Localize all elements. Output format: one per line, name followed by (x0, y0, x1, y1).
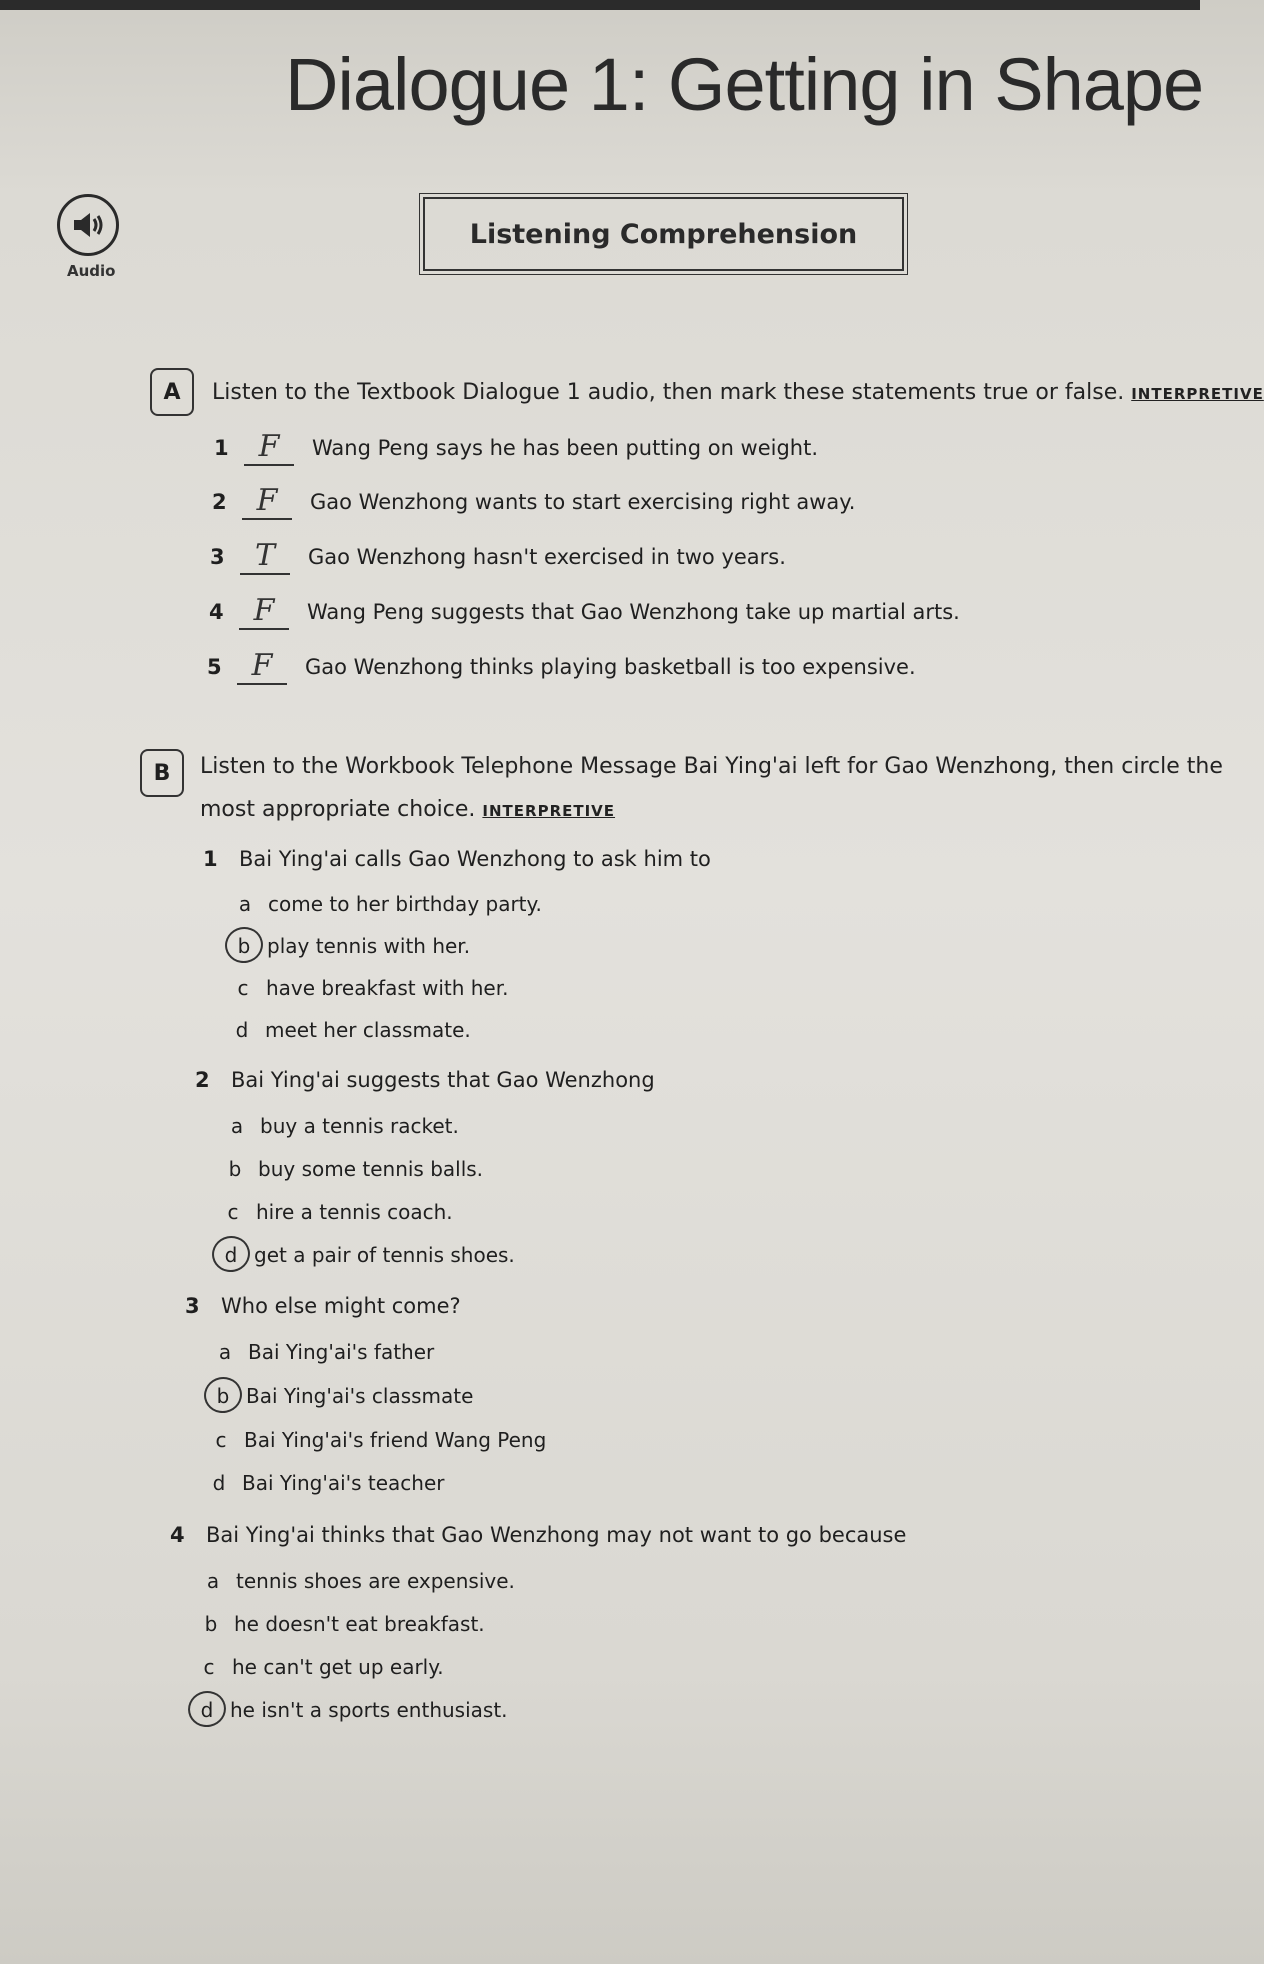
option-text: he can't get up early. (232, 1655, 444, 1679)
option-text: hire a tennis coach. (256, 1200, 453, 1224)
tf-item-3 (210, 537, 786, 577)
option-1c[interactable] (228, 970, 508, 1006)
tf-item-1 (214, 428, 818, 468)
option-4c[interactable] (194, 1649, 444, 1685)
section-b-instruction-line1: Listen to the Workbook Telephone Message Bai Ying'ai left for Gao Wenzhong, then circle the (200, 754, 1223, 779)
option-1a[interactable] (230, 886, 542, 922)
audio-control[interactable] (57, 194, 121, 280)
section-header: Listening Comprehension (423, 197, 904, 271)
mc-question-3 (185, 1294, 461, 1318)
top-edge (0, 0, 1200, 10)
option-letter: a (206, 1569, 220, 1593)
audio-button[interactable] (57, 194, 119, 256)
option-letter-circled: d (216, 1243, 246, 1267)
option-text: Bai Ying'ai's classmate (246, 1384, 474, 1408)
section-a-instruction (212, 372, 1264, 415)
tf-answer-blank[interactable]: F (239, 594, 289, 630)
option-4a[interactable] (198, 1563, 515, 1599)
tf-number: 5 (207, 655, 222, 679)
option-1d[interactable] (227, 1012, 471, 1048)
section-b-instruction-line2 (200, 789, 615, 832)
tf-number: 3 (210, 545, 225, 569)
question-text: Bai Ying'ai suggests that Gao Wenzhong (231, 1068, 655, 1092)
option-text: play tennis with her. (267, 934, 471, 958)
section-a-letter: A (150, 368, 194, 416)
option-letter: b (204, 1612, 218, 1636)
tf-statement: Gao Wenzhong hasn't exercised in two years. (308, 545, 786, 569)
question-number: 1 (203, 847, 218, 871)
mc-question-1 (203, 847, 711, 871)
speaker-icon (71, 210, 105, 240)
option-4d[interactable] (192, 1692, 508, 1728)
tf-item-2 (212, 482, 855, 522)
option-2d[interactable] (216, 1237, 515, 1273)
section-a-instruction-text: Listen to the Textbook Dialogue 1 audio, then mark these statements true or false. (212, 380, 1125, 405)
option-letter: a (230, 1114, 244, 1138)
option-letter: d (235, 1018, 249, 1042)
option-letter: a (238, 892, 252, 916)
mc-question-4 (170, 1523, 906, 1547)
question-number: 2 (195, 1068, 210, 1092)
option-2b[interactable] (220, 1151, 483, 1187)
option-letter-circled: b (229, 934, 259, 958)
option-letter: c (203, 1655, 215, 1679)
section-a-tag: INTERPRETIVE (1131, 385, 1264, 403)
tf-number: 1 (214, 436, 229, 460)
option-text: he doesn't eat breakfast. (234, 1612, 485, 1636)
question-number: 3 (185, 1294, 200, 1318)
option-4b[interactable] (196, 1606, 485, 1642)
page-title: Dialogue 1: Getting in Shape (285, 43, 1204, 126)
question-text: Bai Ying'ai calls Gao Wenzhong to ask him to (239, 847, 711, 871)
option-1b[interactable] (229, 928, 470, 964)
option-letter: c (237, 976, 249, 1000)
option-text: get a pair of tennis shoes. (254, 1243, 515, 1267)
option-text: Bai Ying'ai's friend Wang Peng (244, 1428, 547, 1452)
option-3c[interactable] (206, 1422, 546, 1458)
tf-answer-blank[interactable]: F (237, 649, 287, 685)
option-text: meet her classmate. (265, 1018, 471, 1042)
option-3b[interactable] (208, 1378, 473, 1414)
option-text: Bai Ying'ai's teacher (242, 1471, 445, 1495)
tf-number: 2 (212, 490, 227, 514)
tf-answer-blank[interactable]: T (240, 539, 290, 575)
audio-label: Audio (67, 262, 116, 280)
mc-question-2 (195, 1068, 655, 1092)
tf-item-5 (207, 647, 916, 687)
tf-item-4 (209, 592, 960, 632)
tf-number: 4 (209, 600, 224, 624)
section-b-tag: INTERPRETIVE (482, 802, 616, 820)
section-b-instruction-text: most appropriate choice. (200, 797, 476, 822)
tf-statement: Gao Wenzhong wants to start exercising right away. (310, 490, 856, 514)
option-text: come to her birthday party. (268, 892, 542, 916)
option-text: have breakfast with her. (266, 976, 509, 1000)
option-3d[interactable] (204, 1465, 445, 1501)
option-letter-circled: d (192, 1698, 222, 1722)
section-b-letter: B (140, 749, 184, 797)
option-text: buy some tennis balls. (258, 1157, 484, 1181)
option-3a[interactable] (210, 1334, 434, 1370)
option-letter: c (215, 1428, 227, 1452)
tf-statement: Wang Peng suggests that Gao Wenzhong take up martial arts. (307, 600, 960, 624)
question-number: 4 (170, 1523, 185, 1547)
tf-answer-blank[interactable]: F (242, 484, 292, 520)
option-letter: b (228, 1157, 242, 1181)
tf-statement: Gao Wenzhong thinks playing basketball is too expensive. (305, 655, 916, 679)
option-text: tennis shoes are expensive. (236, 1569, 515, 1593)
question-text: Who else might come? (221, 1294, 461, 1318)
option-2c[interactable] (218, 1194, 453, 1230)
tf-statement: Wang Peng says he has been putting on weight. (312, 436, 819, 460)
option-text: buy a tennis racket. (260, 1114, 459, 1138)
question-text: Bai Ying'ai thinks that Gao Wenzhong may not want to go because (206, 1523, 907, 1547)
option-2a[interactable] (222, 1108, 459, 1144)
option-letter: d (212, 1471, 226, 1495)
option-text: Bai Ying'ai's father (248, 1340, 435, 1364)
option-letter: a (218, 1340, 232, 1364)
option-letter: c (227, 1200, 239, 1224)
tf-answer-blank[interactable]: F (244, 430, 294, 466)
option-letter-circled: b (208, 1384, 238, 1408)
option-text: he isn't a sports enthusiast. (230, 1698, 508, 1722)
